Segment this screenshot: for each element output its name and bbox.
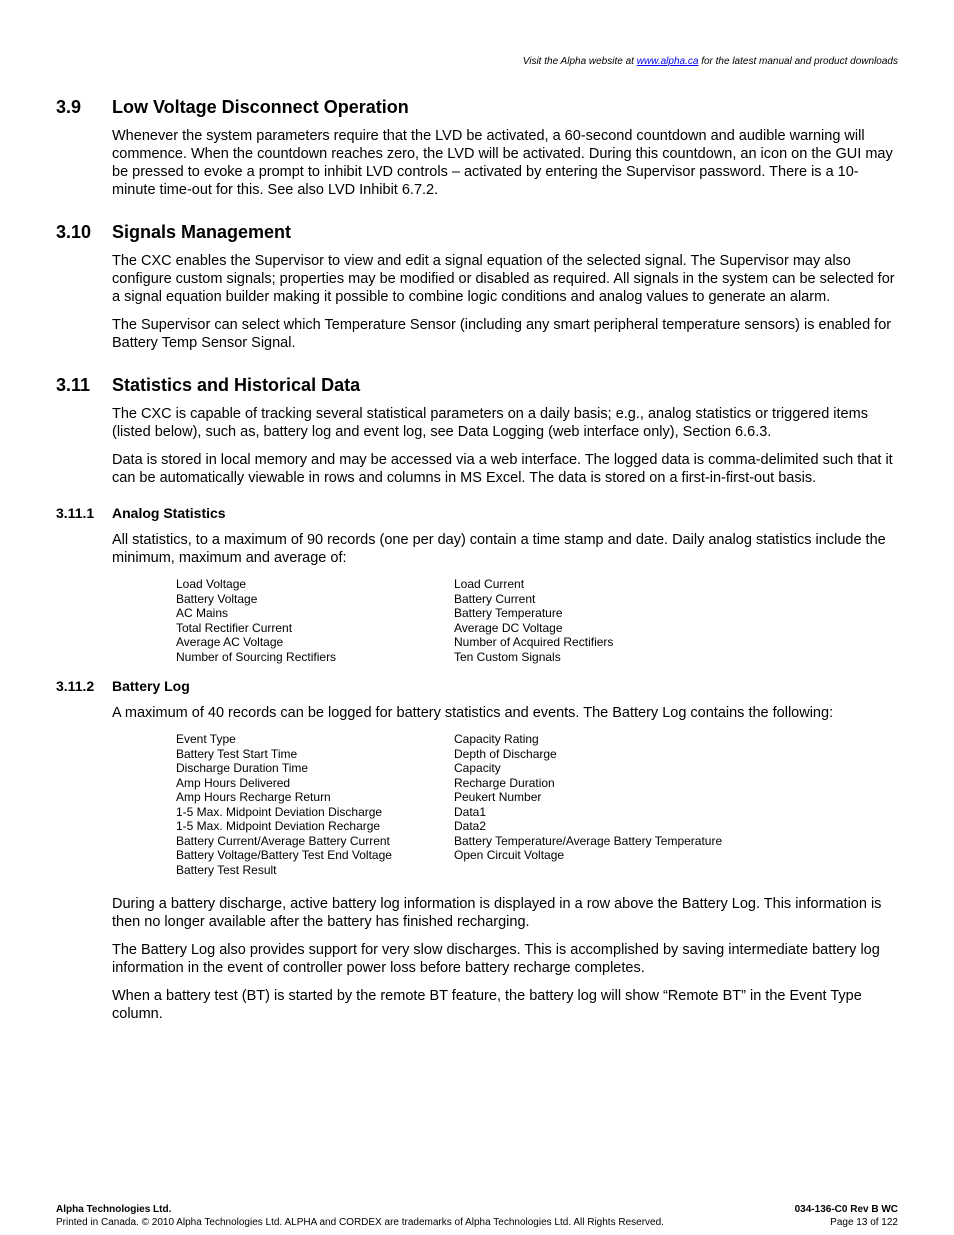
list-item: Peukert Number [454, 790, 542, 804]
list-item: Total Rectifier Current [176, 620, 293, 635]
section-3-11-1 [56, 505, 898, 664]
list-item: Average DC Voltage [454, 620, 563, 635]
list-item: Discharge Duration Time [176, 761, 309, 775]
list-left-column [176, 577, 454, 664]
list-item: Load Current [454, 577, 525, 591]
paragraph: The Supervisor can select which Temperature Sensor (including any smart peripheral temperature sensors) is enabled for Battery Temp Sensor Signal. [112, 317, 892, 351]
list-item: Battery Temperature/Average Battery Temperature [454, 833, 723, 848]
footer-page-number: Page 13 of 122 [830, 1217, 898, 1228]
footer-right [795, 1203, 898, 1229]
subsection-title: Battery Log [112, 678, 190, 694]
section-title: Signals Management [112, 222, 292, 242]
header-note [523, 56, 898, 67]
footer-company: Alpha Technologies Ltd. [56, 1204, 172, 1215]
section-heading [56, 96, 898, 118]
section-number: 3.10 [56, 222, 92, 242]
list-left-column [176, 732, 454, 877]
paragraph: During a battery discharge, active battery log information is displayed in a row above the Battery Log. This information is then no longer available after the battery has finished recharging. [112, 896, 882, 930]
footer-left [56, 1203, 664, 1229]
section-number: 3.11 [56, 375, 91, 395]
list-item: Capacity [454, 761, 501, 775]
list-right-column [454, 577, 613, 664]
list-item: AC Mains [176, 606, 229, 620]
list-item: Amp Hours Recharge Return [176, 790, 331, 804]
list-item: Ten Custom Signals [454, 649, 561, 664]
list-item: Number of Acquired Rectifiers [454, 635, 614, 649]
section-3-11-2 [56, 678, 898, 1023]
list-item: Battery Voltage/Battery Test End Voltage [176, 848, 392, 862]
list-item: 1-5 Max. Midpoint Deviation Discharge [176, 804, 383, 819]
section-title: Statistics and Historical Data [112, 375, 361, 395]
header-note-prefix: Visit the Alpha website at [522, 56, 637, 67]
paragraph: The Battery Log also provides support for very slow discharges. This is accomplished by saving intermediate battery log information in the event of controller power loss before battery recharge completes. [112, 942, 880, 976]
subsection-number: 3.11.2 [56, 678, 95, 694]
list-item: Battery Test Result [176, 862, 277, 877]
paragraph: All statistics, to a maximum of 90 records (one per day) contain a time stamp and date. Daily analog statistics include the minimum, maximum and average of: [112, 532, 886, 566]
paragraph: The CXC enables the Supervisor to view and edit a signal equation of the selected signal. The Supervisor may also configure custom signals; properties may be modified or disabled as required. All signals in the system can be selected for a signal equation builder making it possible to combine logic conditions and analog values to generate an alarm. [112, 253, 895, 305]
list-item: Open Circuit Voltage [454, 848, 565, 862]
subsection-number: 3.11.1 [56, 505, 95, 521]
list-item: Number of Sourcing Rectifiers [176, 649, 337, 664]
section-heading [56, 221, 898, 243]
list-item: Recharge Duration [454, 775, 555, 790]
list-item: Capacity Rating [454, 732, 539, 746]
list-item: Battery Current [454, 591, 536, 606]
footer-legal: Printed in Canada. © 2010 Alpha Technologies Ltd. ALPHA and CORDEX are trademarks of Alpha Technologies Ltd. All Rights Reserved. [56, 1217, 664, 1228]
page-content [56, 96, 898, 1037]
section-number: 3.9 [56, 97, 82, 117]
list-item: Battery Voltage [176, 591, 258, 606]
subsection-heading [56, 678, 898, 695]
paragraph: The CXC is capable of tracking several statistical parameters on a daily basis; e.g., analog statistics or triggered items (listed below), such as, battery log and event log, see Data Logging (web interface only), Section 6.6.3. [112, 406, 868, 440]
list-right-column [454, 732, 722, 877]
section-title: Low Voltage Disconnect Operation [112, 97, 409, 117]
alpha-website-link[interactable]: www.alpha.ca [636, 56, 699, 67]
list-item: Battery Test Start Time [176, 746, 298, 761]
paragraph: Data is stored in local memory and may be accessed via a web interface. The logged data is comma-delimited such that it can be automatically viewable in rows and columns in MS Excel. The data is stored on a first-in-first-out basis. [112, 452, 893, 486]
list-item: Amp Hours Delivered [176, 775, 291, 790]
list-item: Data2 [454, 819, 487, 833]
list-item: 1-5 Max. Midpoint Deviation Recharge [176, 819, 381, 833]
paragraph: Whenever the system parameters require that the LVD be activated, a 60-second countdown and audible warning will commence. When the countdown reaches zero, the LVD will be activated. During this countdown, an icon on the GUI may be pressed to evoke a prompt to inhibit LVD controls – activated by entering the Supervisor password. There is a 10-minute time-out for this. See also LVD Inhibit 6.7.2. [112, 128, 893, 198]
list-item: Load Voltage [176, 577, 247, 591]
list-item: Event Type [176, 732, 236, 746]
section-3-11 [56, 374, 898, 487]
section-heading [56, 374, 898, 396]
section-3-9 [56, 96, 898, 199]
paragraph: A maximum of 40 records can be logged for battery statistics and events. The Battery Log contains the following: [112, 705, 834, 721]
paragraph: When a battery test (BT) is started by the remote BT feature, the battery log will show “Remote BT” in the Event Type column. [112, 988, 862, 1022]
battery-log-list [176, 732, 898, 877]
header-note-suffix: for the latest manual and product downloads [698, 56, 898, 67]
list-item: Battery Current/Average Battery Current [176, 833, 390, 848]
analog-statistics-list [176, 577, 898, 664]
subsection-title: Analog Statistics [112, 505, 226, 521]
list-item: Data1 [454, 804, 487, 819]
section-3-10 [56, 221, 898, 352]
list-item: Battery Temperature [454, 606, 563, 620]
list-item: Average AC Voltage [176, 635, 284, 649]
subsection-heading [56, 505, 898, 522]
list-item: Depth of Discharge [454, 746, 557, 761]
footer-doc-number: 034-136-C0 Rev B WC [794, 1204, 898, 1215]
